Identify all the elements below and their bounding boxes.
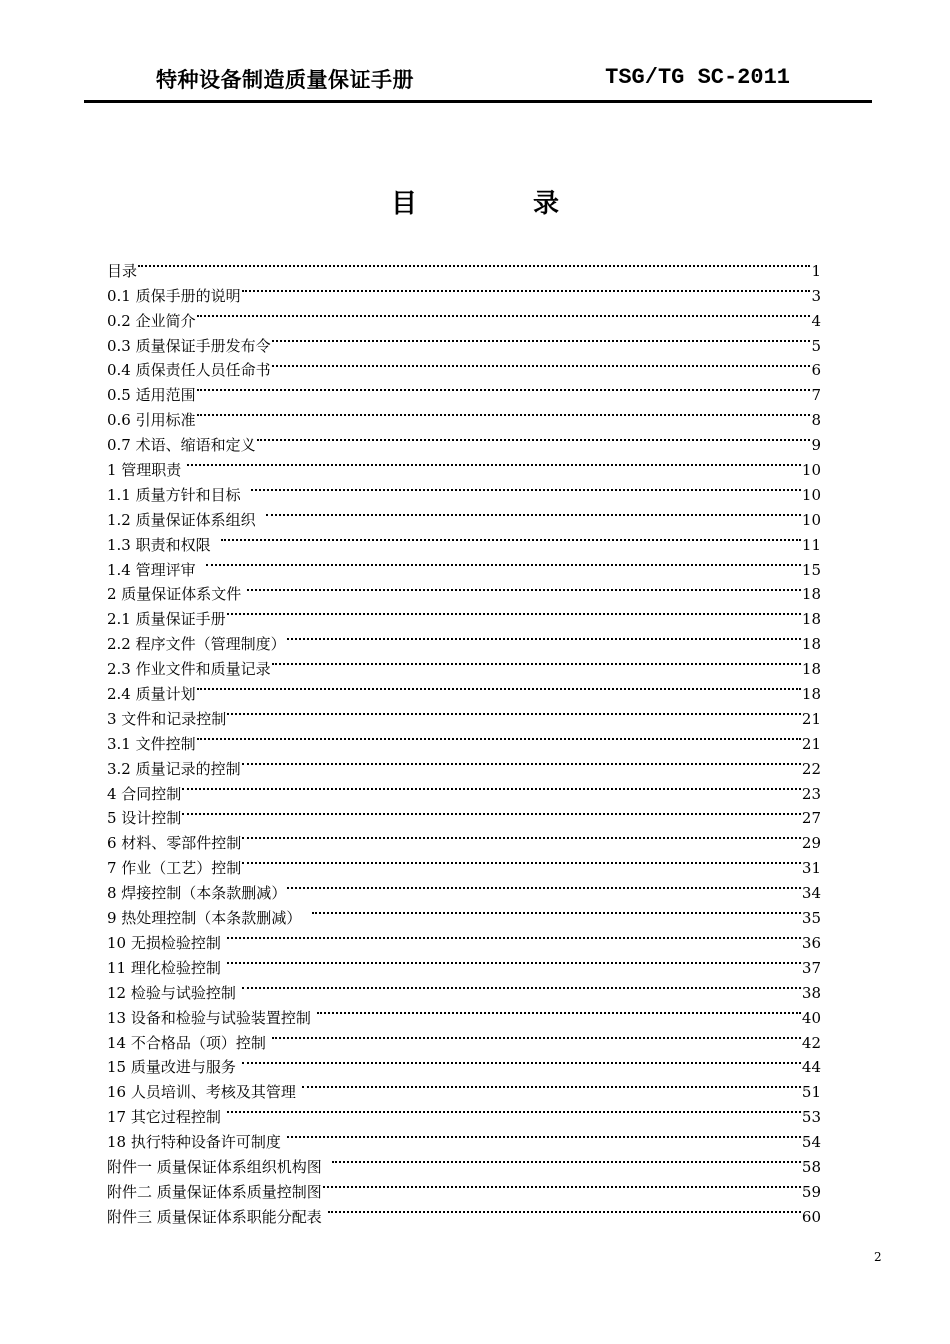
toc-entry[interactable]	[107, 774, 821, 803]
toc-dot-leader	[187, 450, 801, 475]
toc-entry-label: 18 执行特种设备许可制度	[107, 1133, 286, 1152]
toc-entry-label: 17 其它过程控制	[107, 1108, 226, 1127]
toc-entry-label: 附件三 质量保证体系职能分配表	[107, 1207, 327, 1226]
toc-dot-leader	[266, 500, 801, 525]
toc-dot-leader	[242, 276, 811, 301]
toc-dot-leader	[206, 550, 801, 575]
toc-entry[interactable]	[107, 251, 821, 280]
toc-entry-page: 58	[801, 1157, 821, 1176]
toc-entry-page: 51	[801, 1083, 821, 1102]
toc-entry-page: 59	[801, 1182, 821, 1201]
toc-entry-page: 36	[801, 933, 821, 952]
toc-entry[interactable]	[107, 375, 821, 405]
toc-entry-page: 54	[801, 1133, 821, 1152]
toc-dot-leader	[272, 326, 811, 351]
toc-entry-label: 0.7 术语、缩语和定义	[107, 436, 256, 455]
toc-dot-leader	[272, 649, 801, 674]
toc-dot-leader	[257, 425, 811, 450]
toc-entry[interactable]	[107, 326, 821, 355]
toc-dot-leader	[242, 973, 801, 998]
toc-entry[interactable]	[107, 450, 821, 480]
toc-entry-label: 6 材料、零部件控制	[107, 834, 242, 853]
table-of-contents	[107, 251, 821, 1226]
toc-entry-label: 3.2 质量记录的控制	[107, 759, 241, 778]
toc-entry-label: 14 不合格品（项）控制	[107, 1033, 271, 1052]
toc-entry-page: 44	[801, 1058, 821, 1077]
toc-entry-page: 23	[801, 784, 821, 803]
toc-entry-label: 9 热处理控制（本条款删减）	[107, 909, 311, 928]
toc-entry[interactable]	[107, 425, 821, 455]
toc-heading	[0, 183, 950, 220]
toc-entry-label: 附件一 质量保证体系组织机构图	[107, 1157, 332, 1176]
toc-entry-label: 10 无损检验控制	[107, 933, 226, 952]
toc-dot-leader	[182, 774, 801, 799]
page-number: 2	[874, 1250, 882, 1264]
toc-entry-page: 18	[801, 585, 821, 604]
toc-entry-label: 1.4 管理评审	[107, 560, 206, 579]
toc-entry-page: 9	[811, 436, 821, 455]
toc-entry-label: 11 理化检验控制	[107, 958, 226, 977]
toc-dot-leader	[197, 724, 801, 749]
toc-entry-page: 10	[801, 510, 821, 529]
toc-dot-leader	[242, 848, 801, 873]
toc-entry-page: 29	[801, 834, 821, 853]
toc-entry-label: 0.4 质保责任人员任命书	[107, 361, 271, 380]
standard-code: TSG/TG SC-2011	[605, 65, 790, 90]
toc-dot-leader	[287, 1122, 801, 1147]
toc-entry[interactable]	[107, 475, 821, 504]
toc-dot-leader	[328, 1197, 801, 1222]
toc-dot-leader	[247, 575, 801, 600]
toc-entry-label: 0.3 质量保证手册发布令	[107, 336, 271, 355]
toc-entry-page: 42	[801, 1033, 821, 1052]
toc-entry-page: 7	[811, 386, 821, 405]
toc-entry[interactable]	[107, 823, 821, 853]
toc-entry-page: 5	[811, 336, 821, 355]
toc-dot-leader	[317, 998, 801, 1023]
toc-entry-page: 6	[811, 361, 821, 380]
toc-entry-page: 15	[801, 560, 821, 579]
toc-entry-page: 18	[801, 660, 821, 679]
toc-dot-leader	[227, 699, 801, 724]
toc-dot-leader	[323, 1172, 801, 1197]
toc-entry-page: 10	[801, 485, 821, 504]
toc-dot-leader	[227, 1097, 801, 1122]
toc-entry-page: 37	[801, 958, 821, 977]
toc-entry-label: 目录	[107, 261, 138, 280]
toc-entry[interactable]	[107, 550, 821, 579]
toc-entry[interactable]	[107, 724, 821, 753]
toc-entry[interactable]	[107, 400, 821, 430]
toc-dot-leader	[197, 674, 801, 699]
toc-entry-page: 40	[801, 1008, 821, 1027]
toc-dot-leader	[332, 1147, 801, 1172]
toc-entry-label: 1.1 质量方针和目标	[107, 485, 251, 504]
toc-dot-leader	[272, 351, 811, 376]
toc-entry-label: 0.5 适用范围	[107, 386, 196, 405]
toc-dot-leader	[242, 749, 801, 774]
toc-entry-label: 0.1 质保手册的说明	[107, 286, 241, 305]
toc-dot-leader	[182, 799, 801, 824]
toc-dot-leader	[287, 873, 801, 898]
toc-dot-leader	[197, 400, 811, 425]
header-rule	[84, 100, 872, 103]
toc-entry[interactable]	[107, 301, 821, 330]
toc-entry-label: 附件二 质量保证体系质量控制图	[107, 1182, 322, 1201]
toc-entry-label: 8 焊接控制（本条款删减）	[107, 884, 287, 903]
toc-dot-leader	[251, 475, 801, 500]
toc-entry-page: 31	[801, 859, 821, 878]
toc-entry-page: 34	[801, 884, 821, 903]
toc-entry-label: 2.2 程序文件（管理制度）	[107, 635, 286, 654]
toc-dot-leader	[302, 1072, 801, 1097]
toc-dot-leader	[242, 1048, 801, 1073]
toc-entry-page: 27	[801, 809, 821, 828]
toc-dot-leader	[227, 948, 801, 973]
toc-dot-leader	[272, 1023, 801, 1048]
toc-entry-label: 1.3 职责和权限	[107, 535, 221, 554]
toc-entry-page: 18	[801, 635, 821, 654]
toc-entry-page: 4	[811, 311, 821, 330]
toc-entry-page: 21	[801, 709, 821, 728]
toc-dot-leader	[138, 251, 810, 276]
toc-dot-leader	[197, 375, 811, 400]
toc-entry-label: 5 设计控制	[107, 809, 182, 828]
toc-entry-page: 11	[801, 535, 821, 554]
document-title: 特种设备制造质量保证手册	[156, 68, 414, 92]
running-header	[84, 62, 872, 102]
toc-entry-label: 3 文件和记录控制	[107, 709, 227, 728]
toc-dot-leader	[197, 301, 811, 326]
toc-dot-leader	[227, 599, 801, 624]
toc-entry-page: 38	[801, 983, 821, 1002]
toc-dot-leader	[227, 923, 801, 948]
toc-entry-label: 0.6 引用标准	[107, 411, 196, 430]
toc-entry-label: 2.4 质量计划	[107, 685, 196, 704]
toc-entry-page: 35	[801, 909, 821, 928]
toc-entry-label: 16 人员培训、考核及其管理	[107, 1083, 301, 1102]
toc-entry[interactable]	[107, 749, 821, 778]
toc-entry[interactable]	[107, 799, 821, 828]
toc-entry-page: 10	[801, 461, 821, 480]
toc-entry-label: 2.1 质量保证手册	[107, 610, 226, 629]
toc-entry-label: 2.3 作业文件和质量记录	[107, 660, 271, 679]
toc-entry-label: 1.2 质量保证体系组织	[107, 510, 266, 529]
toc-entry-label: 15 质量改进与服务	[107, 1058, 241, 1077]
toc-entry-label: 7 作业（工艺）控制	[107, 859, 242, 878]
toc-entry-page: 53	[801, 1108, 821, 1127]
toc-entry-page: 3	[811, 286, 821, 305]
toc-dot-leader	[287, 624, 801, 649]
toc-entry-page: 18	[801, 685, 821, 704]
toc-entry-label: 0.2 企业简介	[107, 311, 196, 330]
toc-dot-leader	[312, 898, 801, 923]
toc-entry-page: 60	[801, 1207, 821, 1226]
toc-entry-label: 4 合同控制	[107, 784, 182, 803]
toc-entry[interactable]	[107, 276, 821, 305]
toc-entry-page: 8	[811, 411, 821, 430]
toc-entry-page: 22	[801, 759, 821, 778]
toc-entry-page: 21	[801, 734, 821, 753]
toc-entry-page: 1	[811, 261, 821, 280]
toc-entry-page: 18	[801, 610, 821, 629]
toc-entry[interactable]	[107, 699, 821, 728]
toc-heading-char-1: 目	[390, 189, 417, 219]
toc-entry-label: 13 设备和检验与试验装置控制	[107, 1008, 316, 1027]
toc-entry-label: 3.1 文件控制	[107, 734, 196, 753]
toc-entry[interactable]	[107, 575, 821, 604]
toc-entry[interactable]	[107, 674, 821, 704]
toc-heading-char-2: 录	[533, 189, 560, 219]
toc-dot-leader	[242, 823, 801, 848]
toc-entry-label: 2 质量保证体系文件	[107, 585, 247, 604]
toc-dot-leader	[221, 525, 801, 550]
toc-entry-label: 12 检验与试验控制	[107, 983, 241, 1002]
toc-entry-label: 1 管理职责	[107, 461, 187, 480]
